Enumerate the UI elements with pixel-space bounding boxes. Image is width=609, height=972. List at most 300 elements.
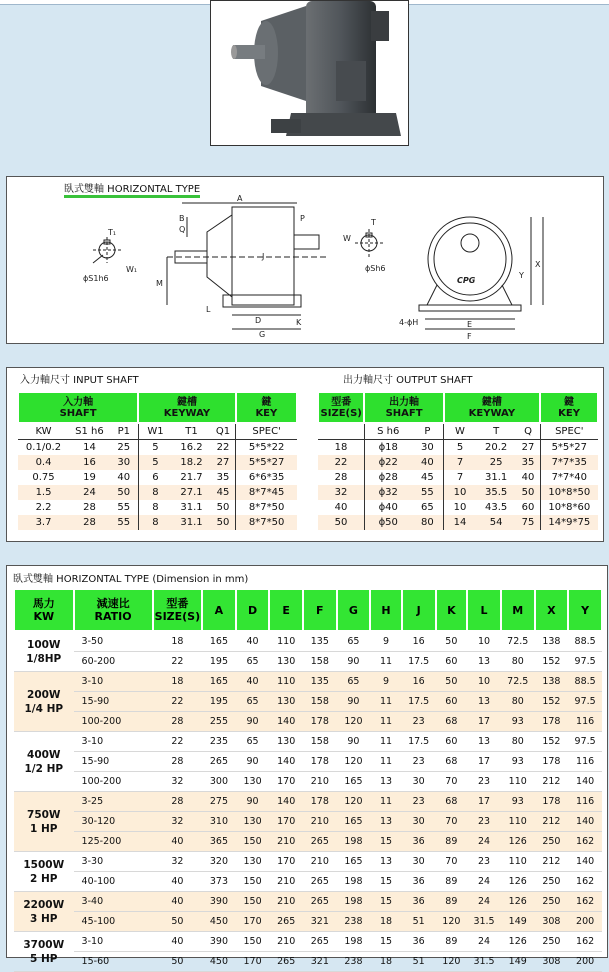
- output-shaft-cell: 50: [334, 517, 348, 528]
- dim-L: L: [206, 305, 211, 314]
- power-cell: [14, 631, 74, 672]
- output-shaft-cell: ϕ40: [364, 500, 411, 515]
- dimension-row: [14, 912, 602, 932]
- dimension-cell: 36: [402, 932, 436, 952]
- dimension-cell: 72.5: [501, 631, 535, 652]
- dimension-cell: 130: [269, 732, 303, 752]
- dimension-cell: 9: [370, 631, 402, 652]
- input-shaft-cell: 50: [216, 502, 230, 513]
- input-shaft-cell: 25: [117, 442, 131, 453]
- dimension-cell: 13: [370, 812, 402, 832]
- dim-Sh6: ϕSh6: [365, 264, 386, 273]
- dimension-cell: 130: [269, 692, 303, 712]
- input-shaft-title: 入力軸尺寸 INPUT SHAFT: [20, 375, 139, 386]
- dimension-cell: 32: [153, 852, 202, 872]
- output-shaft-cell: 30: [421, 442, 434, 453]
- dimension-cell: 126: [501, 892, 535, 912]
- input-shaft-cell: 8: [138, 515, 172, 530]
- dimension-cell: 11: [370, 752, 402, 772]
- output-shaft-cell: 10*8*50: [540, 485, 598, 500]
- output-shaft-cell: 80: [421, 517, 434, 528]
- dimension-cell: 198: [337, 832, 371, 852]
- dimension-cell: 162: [568, 832, 602, 852]
- output-shaft-cell: 35.5: [485, 487, 508, 498]
- dimension-row: [14, 952, 602, 972]
- dimension-cell: 178: [535, 792, 569, 812]
- dim-col-header-b: SIZE(S): [154, 610, 201, 623]
- dim-col-header-b: KW: [33, 610, 55, 623]
- output-shaft-cell: 10*8*60: [540, 500, 598, 515]
- dim-col-header: [436, 589, 468, 631]
- dimension-cell: 250: [535, 932, 569, 952]
- dimension-cell: 28: [153, 752, 202, 772]
- dimension-cell: 50: [153, 912, 202, 932]
- dimension-cell: 126: [501, 872, 535, 892]
- input-shaft-cell: 45: [216, 487, 230, 498]
- power-cell: [14, 892, 74, 932]
- dim-col-header: [236, 589, 270, 631]
- output-shaft-cell: 14: [444, 515, 476, 530]
- dimension-cell: 10: [467, 631, 501, 652]
- power-cell: [14, 792, 74, 852]
- horizontal-type-drawing: [7, 177, 603, 343]
- input-shaft-cell: 55: [117, 502, 131, 513]
- dimension-cell: 210: [303, 772, 337, 792]
- dim-Q: Q: [179, 225, 186, 234]
- dimension-cell: 68: [436, 712, 468, 732]
- dim-G: G: [259, 330, 266, 339]
- dimension-cell: 11: [370, 692, 402, 712]
- ratio-cell: 40-100: [74, 872, 153, 892]
- power-kw: 3700W: [23, 938, 65, 951]
- input-col-header: SPEC': [236, 423, 297, 440]
- dimension-cell: 310: [202, 812, 236, 832]
- input-shaft-row: [18, 470, 297, 485]
- dimension-row: [14, 932, 602, 952]
- dimension-cell: 120: [337, 792, 371, 812]
- dimension-cell: 150: [236, 892, 270, 912]
- dimension-cell: 162: [568, 892, 602, 912]
- dimension-cell: 68: [436, 792, 468, 812]
- dim-col-header-a: J: [416, 603, 421, 617]
- output-shaft-cell: 75: [521, 517, 535, 528]
- dim-H: 4-ϕH: [399, 318, 419, 327]
- dimension-cell: 178: [303, 712, 337, 732]
- dim-col-header-b: RATIO: [94, 610, 132, 623]
- power-kw: 1500W: [23, 858, 65, 871]
- power-cell: [14, 732, 74, 792]
- dimension-cell: 150: [236, 872, 270, 892]
- dimension-row: [14, 872, 602, 892]
- output-shaft-cell: 40: [421, 457, 434, 468]
- dimension-cell: 65: [236, 732, 270, 752]
- dimension-cell: 138: [535, 631, 569, 652]
- dimension-cell: 31.5: [467, 952, 501, 972]
- dimension-cell: 178: [303, 752, 337, 772]
- dimension-cell: 300: [202, 772, 236, 792]
- dimension-cell: 50: [436, 672, 468, 692]
- ratio-cell: 3-30: [74, 852, 153, 872]
- ratio-cell: 60-200: [74, 652, 153, 672]
- power-cell: [14, 672, 74, 732]
- dimension-cell: 24: [467, 832, 501, 852]
- dimension-cell: 24: [467, 892, 501, 912]
- dimension-cell: 18: [153, 631, 202, 652]
- dimension-cell: 308: [535, 912, 569, 932]
- dimension-cell: 200: [568, 952, 602, 972]
- dimension-row: [14, 672, 602, 692]
- dimension-cell: 30: [402, 812, 436, 832]
- dimension-cell: 40: [236, 631, 270, 652]
- output-shaft-row: [318, 455, 598, 470]
- output-col-header: S h6: [364, 423, 411, 440]
- dimension-cell: 110: [501, 772, 535, 792]
- input-shaft-cell: 16.2: [180, 442, 203, 453]
- dimension-cell: 178: [535, 712, 569, 732]
- dimension-cell: 390: [202, 932, 236, 952]
- dimension-cell: 165: [337, 812, 371, 832]
- dimension-cell: 210: [269, 892, 303, 912]
- input-shaft-cell: 27.1: [180, 487, 203, 498]
- output-shaft-cell: 31.1: [485, 472, 508, 483]
- input-shaft-row: [18, 515, 297, 530]
- output-shaft-cell: 22: [334, 457, 348, 468]
- dimension-cell: 15: [370, 932, 402, 952]
- dimension-cell: 72.5: [501, 672, 535, 692]
- output-shaft-row: [318, 470, 598, 485]
- dimension-cell: 32: [153, 812, 202, 832]
- dimension-title: 臥式雙軸 HORIZONTAL TYPE (Dimension in mm): [13, 574, 249, 585]
- power-hp: 1/8HP: [26, 652, 62, 665]
- input-col-header: KW: [18, 423, 69, 440]
- output-shaft-cell: 14*9*75: [540, 515, 598, 530]
- dimension-cell: 23: [467, 852, 501, 872]
- dim-K: K: [296, 318, 302, 327]
- output-shaft-cell: 7: [444, 470, 476, 485]
- dim-E: E: [467, 320, 473, 329]
- dimension-cell: 162: [568, 872, 602, 892]
- dimension-cell: 265: [303, 932, 337, 952]
- input-shaft-cell: 30: [117, 457, 131, 468]
- dimension-row: [14, 832, 602, 852]
- dimension-cell: 40: [153, 872, 202, 892]
- output-shaft-cell: 35: [521, 457, 535, 468]
- output-shaft-cell: 5*5*27: [540, 440, 598, 456]
- dimension-cell: 450: [202, 952, 236, 972]
- input-shaft-cell: 8: [138, 485, 172, 500]
- dimension-cell: 265: [303, 872, 337, 892]
- ratio-cell: 3-50: [74, 631, 153, 652]
- dimension-cell: 116: [568, 752, 602, 772]
- dimension-row: [14, 792, 602, 812]
- dimension-cell: 235: [202, 732, 236, 752]
- ratio-cell: 3-25: [74, 792, 153, 812]
- dim-col-header: [501, 589, 535, 631]
- dimension-cell: 80: [501, 652, 535, 672]
- dimension-cell: 51: [402, 912, 436, 932]
- dim-col-header-a: X: [547, 603, 556, 617]
- dimension-cell: 50: [153, 952, 202, 972]
- dimension-cell: 18: [370, 912, 402, 932]
- dim-col-header: [337, 589, 371, 631]
- dimension-cell: 373: [202, 872, 236, 892]
- dim-col-header-a: E: [282, 603, 290, 617]
- input-shaft-cell: 22: [216, 442, 230, 453]
- dimension-cell: 158: [303, 652, 337, 672]
- dimension-cell: 158: [303, 732, 337, 752]
- dimension-cell: 149: [501, 912, 535, 932]
- dimension-cell: 198: [337, 892, 371, 912]
- output-shaft-cell: 28: [334, 472, 348, 483]
- cpg-logo: CPG: [457, 276, 476, 285]
- input-shaft-cell: 8: [138, 500, 172, 515]
- dim-T1: T₁: [108, 228, 117, 237]
- input-shaft-cell: 0.1/0.2: [25, 442, 62, 453]
- input-col-header: P1: [110, 423, 138, 440]
- dimension-cell: 130: [236, 852, 270, 872]
- dimension-cell: 17.5: [402, 692, 436, 712]
- dimension-cell: 60: [436, 732, 468, 752]
- dimension-cell: 50: [436, 631, 468, 652]
- dimension-cell: 11: [370, 712, 402, 732]
- dimension-row: [14, 772, 602, 792]
- dimension-cell: 210: [303, 852, 337, 872]
- dimension-cell: 150: [236, 932, 270, 952]
- power-hp: 1/4 HP: [24, 702, 64, 715]
- dimension-cell: 15: [370, 832, 402, 852]
- dimension-cell: 22: [153, 732, 202, 752]
- dimension-cell: 178: [535, 752, 569, 772]
- dimension-cell: 32: [153, 772, 202, 792]
- input-shaft-cell: 21.7: [180, 472, 203, 483]
- dimension-cell: 250: [535, 892, 569, 912]
- output-shaft-cell: ϕ22: [364, 455, 411, 470]
- output-col-header: P: [412, 423, 444, 440]
- input-shaft-cell: 3.7: [35, 517, 52, 528]
- input-shaft-cell: 31.1: [180, 517, 203, 528]
- input-shaft-cell: 50: [117, 487, 131, 498]
- dimension-cell: 140: [568, 772, 602, 792]
- dimension-cell: 152: [535, 732, 569, 752]
- dimension-cell: 24: [467, 932, 501, 952]
- dimension-cell: 65: [337, 631, 371, 652]
- dimension-row: [14, 812, 602, 832]
- dimension-cell: 18: [370, 952, 402, 972]
- power-cell: [14, 932, 74, 972]
- dimension-cell: 40: [153, 932, 202, 952]
- output-shaft-cell: 5: [444, 440, 476, 456]
- output-shaft-table: 型番 SIZE(S) 出力軸 SHAFT 鍵槽 KEYWAY 鍵 KEY S h6 P W T Q SPEC' 18 ϕ18 30 5 20.2 27 5*5*27 22 ϕ22 40 7 25 35 7*7*35 28 ϕ28 45 7 31.1 40 7*7*40 32 ϕ32 55 10 35.5 50 10*8*50 40 ϕ40 65 10 43.5 60 10*8*60 50 ϕ50 80 14 54 75 14*9*75: [317, 391, 599, 530]
- dimension-cell: 93: [501, 792, 535, 812]
- dimension-cell: 265: [269, 912, 303, 932]
- input-shaft-cell: 1.5: [35, 487, 52, 498]
- ratio-cell: 3-10: [74, 932, 153, 952]
- input-shaft-cell: 16: [83, 457, 96, 468]
- dimension-cell: 24: [467, 872, 501, 892]
- dim-col-header-a: D: [247, 603, 258, 617]
- output-col-header: T: [476, 423, 517, 440]
- input-shaft-table: 入力軸 SHAFT 鍵槽 KEYWAY 鍵 KEY KW S1 h6 P1 W1 T1 Q1 SPEC' 0.1/0.2 14 25 5 16.2 22 5*5*22 0.4 16 30 5 18.2 27 5*5*27 0.75 19 40 6 21.7 35 6*6*35 1.5 24 50 8 27.1 45 8*7*45 2.2 28 55 8 31.1 50 8*7*50 3.7 28 55 8 31.1 50 8*7*50: [17, 391, 298, 530]
- dimension-cell: 70: [436, 772, 468, 792]
- dim-col-header-a: Y: [581, 603, 590, 617]
- dimension-cell: 120: [337, 752, 371, 772]
- dimension-cell: 450: [202, 912, 236, 932]
- output-shaft-cell: 54: [489, 517, 503, 528]
- power-hp: 1 HP: [30, 822, 58, 835]
- dim-col-header: [269, 589, 303, 631]
- output-shaft-cell: 32: [334, 487, 348, 498]
- dimension-cell: 90: [236, 792, 270, 812]
- ratio-cell: 100-200: [74, 712, 153, 732]
- dimension-cell: 93: [501, 712, 535, 732]
- output-shaft-cell: 20.2: [485, 442, 508, 453]
- dimension-cell: 212: [535, 852, 569, 872]
- output-shaft-cell: ϕ50: [364, 515, 411, 530]
- dimension-cell: 150: [236, 832, 270, 852]
- dimension-cell: 255: [202, 712, 236, 732]
- power-kw: 100W: [27, 638, 61, 651]
- ratio-cell: 100-200: [74, 772, 153, 792]
- dimension-cell: 65: [337, 672, 371, 692]
- dimension-cell: 36: [402, 832, 436, 852]
- dimension-cell: 65: [236, 652, 270, 672]
- dimension-cell: 138: [535, 672, 569, 692]
- dimension-cell: 321: [303, 952, 337, 972]
- power-cell: [14, 852, 74, 892]
- dimension-cell: 18: [153, 672, 202, 692]
- dimension-cell: 210: [269, 932, 303, 952]
- output-col-header: Q: [517, 423, 541, 440]
- dim-col-header: [74, 589, 153, 631]
- output-shaft-cell: 27: [521, 442, 535, 453]
- ratio-cell: 45-100: [74, 912, 153, 932]
- power-kw: 400W: [27, 748, 61, 761]
- output-col-header: W: [444, 423, 476, 440]
- input-shaft-cell: 5: [138, 455, 172, 470]
- dimension-cell: 200: [568, 912, 602, 932]
- input-shaft-cell: 18.2: [180, 457, 203, 468]
- dimension-cell: 250: [535, 872, 569, 892]
- output-col-header: SPEC': [540, 423, 598, 440]
- input-shaft-cell: 2.2: [35, 502, 52, 513]
- dimension-cell: 36: [402, 872, 436, 892]
- dimension-cell: 210: [269, 832, 303, 852]
- output-shaft-cell: 40: [334, 502, 348, 513]
- dim-col-header: [535, 589, 569, 631]
- dimension-cell: 390: [202, 892, 236, 912]
- dimension-cell: 198: [337, 872, 371, 892]
- input-shaft-cell: 6: [138, 470, 172, 485]
- dimension-cell: 120: [436, 952, 468, 972]
- output-shaft-cell: ϕ32: [364, 485, 411, 500]
- dimension-cell: 97.5: [568, 692, 602, 712]
- dim-col-header-a: F: [316, 603, 324, 617]
- dimension-cell: 51: [402, 952, 436, 972]
- dimension-cell: 89: [436, 872, 468, 892]
- dimension-cell: 110: [269, 631, 303, 652]
- power-kw: 200W: [27, 688, 61, 701]
- dimension-cell: 11: [370, 732, 402, 752]
- output-shaft-row: [318, 440, 598, 456]
- dimension-cell: 23: [467, 812, 501, 832]
- power-hp: 1/2 HP: [24, 762, 64, 775]
- dimension-cell: 88.5: [568, 631, 602, 652]
- dimension-cell: 17: [467, 792, 501, 812]
- dimension-cell: 152: [535, 652, 569, 672]
- dim-col-header-a: H: [381, 603, 391, 617]
- dim-F: F: [467, 332, 472, 341]
- dimension-cell: 110: [501, 812, 535, 832]
- dimension-cell: 210: [269, 872, 303, 892]
- dimension-row: [14, 732, 602, 752]
- input-shaft-cell: 27: [216, 457, 230, 468]
- dimension-row: [14, 692, 602, 712]
- dimension-cell: 365: [202, 832, 236, 852]
- input-shaft-cell: 55: [117, 517, 131, 528]
- dim-M: M: [156, 279, 163, 288]
- dimension-cell: 22: [153, 652, 202, 672]
- dimension-row: [14, 631, 602, 652]
- dimension-cell: 195: [202, 692, 236, 712]
- input-shaft-row: [18, 500, 297, 515]
- ratio-cell: 3-10: [74, 732, 153, 752]
- output-shaft-cell: 45: [421, 472, 434, 483]
- dimension-cell: 11: [370, 792, 402, 812]
- output-shaft-cell: ϕ28: [364, 470, 411, 485]
- dimension-cell: 23: [402, 712, 436, 732]
- dimension-cell: 90: [337, 652, 371, 672]
- dimension-cell: 321: [303, 912, 337, 932]
- dimension-cell: 152: [535, 692, 569, 712]
- dimension-cell: 9: [370, 672, 402, 692]
- output-shaft-cell: 10: [444, 485, 476, 500]
- dim-col-header: [14, 589, 74, 631]
- input-col-header: T1: [172, 423, 211, 440]
- dim-X: X: [535, 260, 541, 269]
- ratio-cell: 125-200: [74, 832, 153, 852]
- dimension-cell: 265: [303, 892, 337, 912]
- dimension-cell: 93: [501, 752, 535, 772]
- ratio-cell: 3-40: [74, 892, 153, 912]
- dimension-cell: 135: [303, 672, 337, 692]
- dimension-cell: 195: [202, 652, 236, 672]
- dimension-cell: 88.5: [568, 672, 602, 692]
- dimension-cell: 170: [269, 852, 303, 872]
- dimension-cell: 149: [501, 952, 535, 972]
- dimension-cell: 16: [402, 672, 436, 692]
- dimension-row: [14, 892, 602, 912]
- output-shaft-cell: 7: [444, 455, 476, 470]
- dimension-cell: 17: [467, 712, 501, 732]
- dim-T: T: [371, 218, 376, 227]
- dim-col-header-a: G: [348, 603, 358, 617]
- dimension-row: [14, 752, 602, 772]
- dimension-cell: 165: [202, 672, 236, 692]
- dimension-cell: 17: [467, 752, 501, 772]
- ratio-cell: 30-120: [74, 812, 153, 832]
- dimension-cell: 15: [370, 892, 402, 912]
- dimension-cell: 70: [436, 852, 468, 872]
- input-col-header: S1 h6: [69, 423, 110, 440]
- dim-col-header-a: L: [480, 603, 488, 617]
- dimension-cell: 68: [436, 752, 468, 772]
- input-shaft-cell: 8*7*45: [236, 485, 297, 500]
- dimension-cell: 89: [436, 832, 468, 852]
- dimension-cell: 40: [236, 672, 270, 692]
- input-shaft-row: [18, 440, 297, 456]
- dimension-cell: 140: [568, 852, 602, 872]
- dimension-cell: 116: [568, 792, 602, 812]
